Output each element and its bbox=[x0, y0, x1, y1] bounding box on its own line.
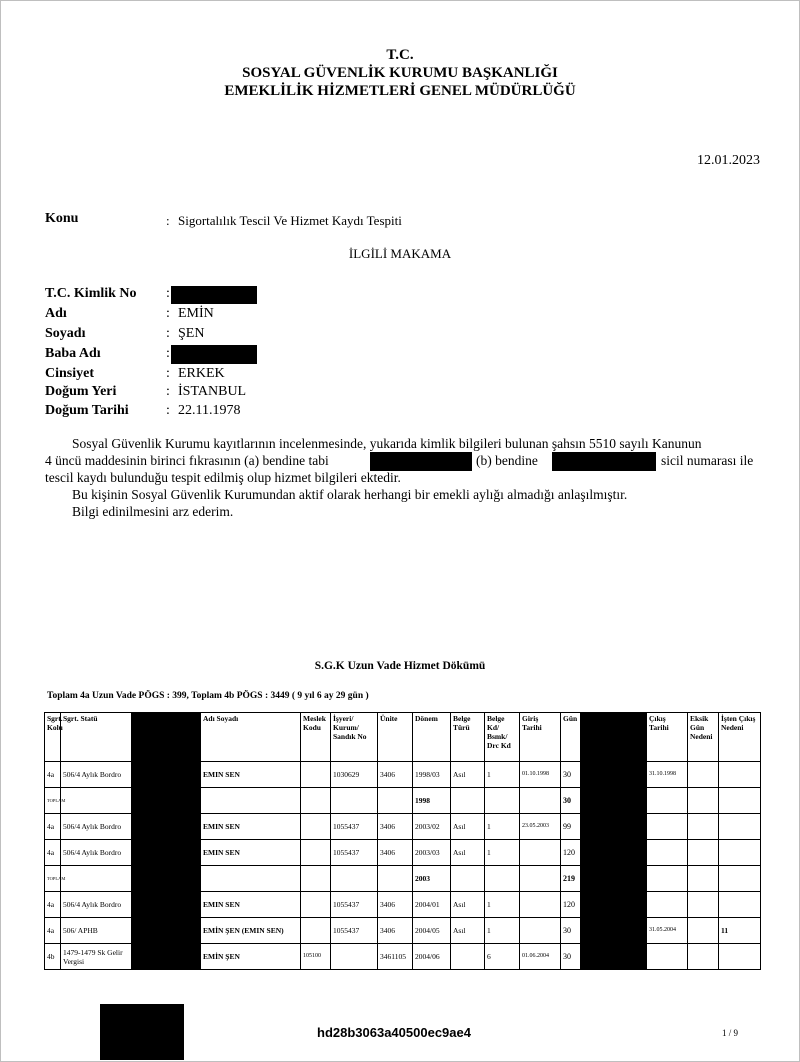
cell-gun: 30 bbox=[561, 788, 581, 814]
cell-gun: 120 bbox=[561, 840, 581, 866]
paragraph-line-2a: 4 üncü maddesinin birinci fıkrasının (a) bendine tabi bbox=[45, 453, 329, 468]
cell-belge-kd: 1 bbox=[485, 892, 520, 918]
redacted-column bbox=[581, 892, 647, 918]
cell-meslek-kodu bbox=[301, 814, 331, 840]
cell-isten-cikis bbox=[719, 892, 761, 918]
cell-gun: 99 bbox=[561, 814, 581, 840]
cell-isten-cikis: 11 bbox=[719, 918, 761, 944]
header-tc: T.C. bbox=[386, 47, 414, 63]
cell-adi-soyadi bbox=[201, 788, 301, 814]
cell-statu: 506/4 Aylık Bordro bbox=[61, 814, 132, 840]
redaction-box bbox=[171, 345, 257, 364]
table-row bbox=[45, 788, 761, 814]
redacted-column bbox=[132, 762, 201, 788]
paragraph-line-3: tescil kaydı bulunduğu tespit edilmiş olup hizmet bilgileri ektedir. bbox=[45, 470, 401, 485]
cell-cikis-tarihi: 31.10.1998 bbox=[647, 762, 688, 788]
cell-isyeri bbox=[331, 944, 378, 970]
cell-donem: 2004/05 bbox=[413, 918, 451, 944]
redaction-box bbox=[552, 452, 656, 471]
header-donem: Dönem bbox=[413, 713, 451, 762]
cell-kolu: 4a bbox=[45, 814, 61, 840]
cell-kolu: 4b bbox=[45, 944, 61, 970]
table-row bbox=[45, 944, 761, 970]
cell-giris-tarihi: 01.06.2004 bbox=[520, 944, 561, 970]
redacted-column bbox=[132, 892, 201, 918]
cell-isyeri: 1055437 bbox=[331, 892, 378, 918]
header-belge-turu: Belge Türü bbox=[451, 713, 485, 762]
subject-value: Sigortalılık Tescil Ve Hizmet Kaydı Tespiti bbox=[178, 213, 402, 228]
cell-eksik-gun bbox=[688, 944, 719, 970]
header-meslek-kodu: Meslek Kodu bbox=[301, 713, 331, 762]
header-isyeri: İşyeri/ Kurum/ Sandık No bbox=[331, 713, 378, 762]
cell-statu bbox=[61, 866, 132, 892]
cell-cikis-tarihi bbox=[647, 840, 688, 866]
redacted-column bbox=[132, 814, 201, 840]
table-summary: Toplam 4a Uzun Vade PÖGS : 399, Toplam 4b PÖGS : 3449 ( 9 yıl 6 ay 29 gün ) bbox=[47, 691, 369, 701]
paragraph-line-2c: sicil numarası ile bbox=[661, 453, 754, 468]
cell-belge-turu: Asıl bbox=[451, 918, 485, 944]
cell-isyeri bbox=[331, 866, 378, 892]
cell-giris-tarihi: 01.10.1998 bbox=[520, 762, 561, 788]
cell-isten-cikis bbox=[719, 788, 761, 814]
cell-unite: 3406 bbox=[378, 840, 413, 866]
cell-cikis-tarihi bbox=[647, 866, 688, 892]
field-label: T.C. Kimlik No bbox=[45, 286, 137, 301]
cell-belge-kd: 1 bbox=[485, 918, 520, 944]
cell-kolu: 4a bbox=[45, 762, 61, 788]
cell-cikis-tarihi bbox=[647, 814, 688, 840]
cell-unite: 3406 bbox=[378, 762, 413, 788]
cell-donem: 2003 bbox=[413, 866, 451, 892]
header-belge-kd: Belge Kd/ Bsmk/ Drc Kd bbox=[485, 713, 520, 762]
cell-meslek-kodu bbox=[301, 840, 331, 866]
cell-belge-turu bbox=[451, 788, 485, 814]
cell-eksik-gun bbox=[688, 788, 719, 814]
cell-giris-tarihi bbox=[520, 866, 561, 892]
redacted-column bbox=[581, 918, 647, 944]
paragraph-line-5: Bilgi edinilmesini arz ederim. bbox=[72, 504, 234, 519]
cell-eksik-gun bbox=[688, 840, 719, 866]
cell-kolu: 4a bbox=[45, 918, 61, 944]
header-directorate: EMEKLİLİK HİZMETLERİ GENEL MÜDÜRLÜĞÜ bbox=[224, 83, 576, 99]
header-adi-soyadi: Adı Soyadı bbox=[201, 713, 301, 762]
cell-isyeri: 1055437 bbox=[331, 814, 378, 840]
header-isten-cikis: İşten Çıkış Nedeni bbox=[719, 713, 761, 762]
field-colon: : bbox=[166, 326, 170, 341]
page-number: 1 / 9 bbox=[722, 1028, 739, 1038]
paragraph-line-2b: (b) bendine bbox=[476, 453, 538, 468]
cell-donem: 2004/01 bbox=[413, 892, 451, 918]
table-header-row bbox=[45, 713, 761, 762]
cell-unite: 3461105 bbox=[378, 944, 413, 970]
field-value: ERKEK bbox=[178, 366, 225, 381]
field-label: Cinsiyet bbox=[45, 366, 94, 381]
field-dogum-tarihi bbox=[45, 403, 545, 423]
field-soyadi bbox=[45, 326, 545, 346]
cell-isyeri: 1055437 bbox=[331, 918, 378, 944]
cell-giris-tarihi: 23.05.2003 bbox=[520, 814, 561, 840]
cell-gun: 30 bbox=[561, 944, 581, 970]
cell-donem: 2003/03 bbox=[413, 840, 451, 866]
redacted-column bbox=[132, 866, 201, 892]
subject-label: Konu bbox=[45, 211, 79, 226]
cell-eksik-gun bbox=[688, 762, 719, 788]
redacted-column bbox=[581, 788, 647, 814]
header-giris-tarihi: Giriş Tarihi bbox=[520, 713, 561, 762]
cell-unite: 3406 bbox=[378, 814, 413, 840]
cell-isyeri: 1030629 bbox=[331, 762, 378, 788]
redacted-column bbox=[581, 944, 647, 970]
header-gun: Gün bbox=[561, 713, 581, 762]
field-colon: : bbox=[166, 306, 170, 321]
field-cinsiyet bbox=[45, 366, 545, 386]
table-title: S.G.K Uzun Vade Hizmet Dökümü bbox=[314, 660, 486, 672]
cell-belge-turu: Asıl bbox=[451, 840, 485, 866]
cell-statu: 506/4 Aylık Bordro bbox=[61, 762, 132, 788]
cell-belge-kd: 1 bbox=[485, 840, 520, 866]
cell-giris-tarihi bbox=[520, 918, 561, 944]
cell-cikis-tarihi: 31.05.2004 bbox=[647, 918, 688, 944]
cell-meslek-kodu bbox=[301, 788, 331, 814]
redacted-column bbox=[581, 840, 647, 866]
cell-adi-soyadi: EMİN ŞEN bbox=[201, 944, 301, 970]
cell-gun: 219 bbox=[561, 866, 581, 892]
cell-gun: 30 bbox=[561, 762, 581, 788]
header-eksik-gun: Eksik Gün Nedeni bbox=[688, 713, 719, 762]
cell-statu bbox=[61, 788, 132, 814]
cell-eksik-gun bbox=[688, 892, 719, 918]
document-hash: hd28b3063a40500ec9ae4 bbox=[317, 1025, 471, 1040]
cell-kolu: TOPLAM bbox=[45, 788, 61, 814]
field-label: Doğum Yeri bbox=[45, 384, 117, 399]
table-row bbox=[45, 866, 761, 892]
field-colon: : bbox=[166, 286, 170, 301]
field-colon: : bbox=[166, 403, 170, 418]
table-row bbox=[45, 840, 761, 866]
cell-isyeri: 1055437 bbox=[331, 840, 378, 866]
cell-belge-kd: 6 bbox=[485, 944, 520, 970]
cell-isyeri bbox=[331, 788, 378, 814]
redacted-column bbox=[581, 814, 647, 840]
field-value: EMİN bbox=[178, 306, 214, 321]
cell-gun: 120 bbox=[561, 892, 581, 918]
cell-donem: 2004/06 bbox=[413, 944, 451, 970]
cell-adi-soyadi: EMIN SEN bbox=[201, 892, 301, 918]
addressee: İLGİLİ MAKAMA bbox=[348, 246, 452, 261]
cell-statu: 506/4 Aylık Bordro bbox=[61, 840, 132, 866]
field-colon: : bbox=[166, 346, 170, 361]
cell-gun: 30 bbox=[561, 918, 581, 944]
table-row bbox=[45, 814, 761, 840]
cell-meslek-kodu bbox=[301, 918, 331, 944]
field-baba-adi bbox=[45, 346, 545, 366]
cell-belge-turu: Asıl bbox=[451, 762, 485, 788]
field-value: 22.11.1978 bbox=[178, 403, 241, 418]
cell-adi-soyadi bbox=[201, 866, 301, 892]
cell-giris-tarihi bbox=[520, 892, 561, 918]
redacted-column bbox=[581, 866, 647, 892]
redacted-column bbox=[132, 944, 201, 970]
paragraph-line-1: Sosyal Güvenlik Kurumu kayıtlarının incelenmesinde, yukarıda kimlik bilgileri bulunan şahsın 5510 sayılı Kanunun bbox=[72, 436, 702, 451]
cell-belge-kd bbox=[485, 788, 520, 814]
cell-belge-kd: 1 bbox=[485, 762, 520, 788]
field-label: Doğum Tarihi bbox=[45, 403, 129, 418]
cell-giris-tarihi bbox=[520, 788, 561, 814]
cell-kolu: TOPLAM bbox=[45, 866, 61, 892]
cell-kolu: 4a bbox=[45, 892, 61, 918]
cell-kolu: 4a bbox=[45, 840, 61, 866]
cell-belge-turu: Asıl bbox=[451, 892, 485, 918]
field-adi bbox=[45, 306, 545, 326]
cell-belge-turu bbox=[451, 944, 485, 970]
cell-adi-soyadi: EMIN SEN bbox=[201, 840, 301, 866]
redacted-column bbox=[581, 762, 647, 788]
cell-unite: 3406 bbox=[378, 918, 413, 944]
cell-meslek-kodu: 105100 bbox=[301, 944, 331, 970]
cell-cikis-tarihi bbox=[647, 788, 688, 814]
redaction-box bbox=[171, 286, 257, 304]
cell-meslek-kodu bbox=[301, 892, 331, 918]
cell-statu: 506/4 Aylık Bordro bbox=[61, 892, 132, 918]
header-cikis-tarihi: Çıkış Tarihi bbox=[647, 713, 688, 762]
cell-donem: 1998 bbox=[413, 788, 451, 814]
barcode-redaction bbox=[100, 1004, 184, 1060]
cell-unite: 3406 bbox=[378, 892, 413, 918]
cell-eksik-gun bbox=[688, 866, 719, 892]
document-date: 12.01.2023 bbox=[697, 153, 760, 168]
cell-isten-cikis bbox=[719, 762, 761, 788]
service-table bbox=[44, 712, 761, 970]
cell-unite bbox=[378, 788, 413, 814]
field-label: Soyadı bbox=[45, 326, 86, 341]
cell-belge-turu bbox=[451, 866, 485, 892]
cell-donem: 2003/02 bbox=[413, 814, 451, 840]
cell-statu: 506/ APHB bbox=[61, 918, 132, 944]
cell-eksik-gun bbox=[688, 814, 719, 840]
field-tc-kimlik bbox=[45, 286, 545, 306]
header-institution: SOSYAL GÜVENLİK KURUMU BAŞKANLIĞI bbox=[242, 65, 558, 81]
cell-giris-tarihi bbox=[520, 840, 561, 866]
table-row bbox=[45, 918, 761, 944]
table-row bbox=[45, 762, 761, 788]
redaction-box bbox=[370, 452, 472, 471]
cell-belge-kd: 1 bbox=[485, 814, 520, 840]
cell-adi-soyadi: EMIN SEN bbox=[201, 814, 301, 840]
cell-meslek-kodu bbox=[301, 762, 331, 788]
cell-donem: 1998/03 bbox=[413, 762, 451, 788]
cell-isten-cikis bbox=[719, 840, 761, 866]
redacted-column bbox=[132, 713, 201, 762]
cell-adi-soyadi: EMIN SEN bbox=[201, 762, 301, 788]
cell-cikis-tarihi bbox=[647, 944, 688, 970]
cell-isten-cikis bbox=[719, 944, 761, 970]
cell-cikis-tarihi bbox=[647, 892, 688, 918]
paragraph-line-4: Bu kişinin Sosyal Güvenlik Kurumundan aktif olarak herhangi bir emekli aylığı almadığı anlaşılmıştır. bbox=[72, 487, 628, 502]
cell-belge-kd bbox=[485, 866, 520, 892]
cell-unite bbox=[378, 866, 413, 892]
cell-adi-soyadi: EMİN ŞEN (EMIN SEN) bbox=[201, 918, 301, 944]
redacted-column bbox=[132, 840, 201, 866]
subject-colon: : bbox=[166, 213, 170, 228]
redacted-column bbox=[132, 918, 201, 944]
field-label: Baba Adı bbox=[45, 346, 101, 361]
table-row bbox=[45, 892, 761, 918]
cell-belge-turu: Asıl bbox=[451, 814, 485, 840]
cell-meslek-kodu bbox=[301, 866, 331, 892]
header-sgrt-kolu: Sgrt. Kolu bbox=[45, 713, 61, 762]
field-label: Adı bbox=[45, 306, 67, 321]
field-dogum-yeri bbox=[45, 384, 545, 404]
field-value: İSTANBUL bbox=[178, 384, 247, 399]
field-colon: : bbox=[166, 366, 170, 381]
header-unite: Ünite bbox=[378, 713, 413, 762]
cell-isten-cikis bbox=[719, 814, 761, 840]
cell-isten-cikis bbox=[719, 866, 761, 892]
redacted-column bbox=[581, 713, 647, 762]
cell-eksik-gun bbox=[688, 918, 719, 944]
cell-statu: 1479-1479 Sk Gelir Vergisi bbox=[61, 944, 132, 970]
field-value: ŞEN bbox=[178, 326, 205, 341]
field-colon: : bbox=[166, 384, 170, 399]
redacted-column bbox=[132, 788, 201, 814]
header-sgrt-statu: Sgrt. Statü bbox=[61, 713, 132, 762]
